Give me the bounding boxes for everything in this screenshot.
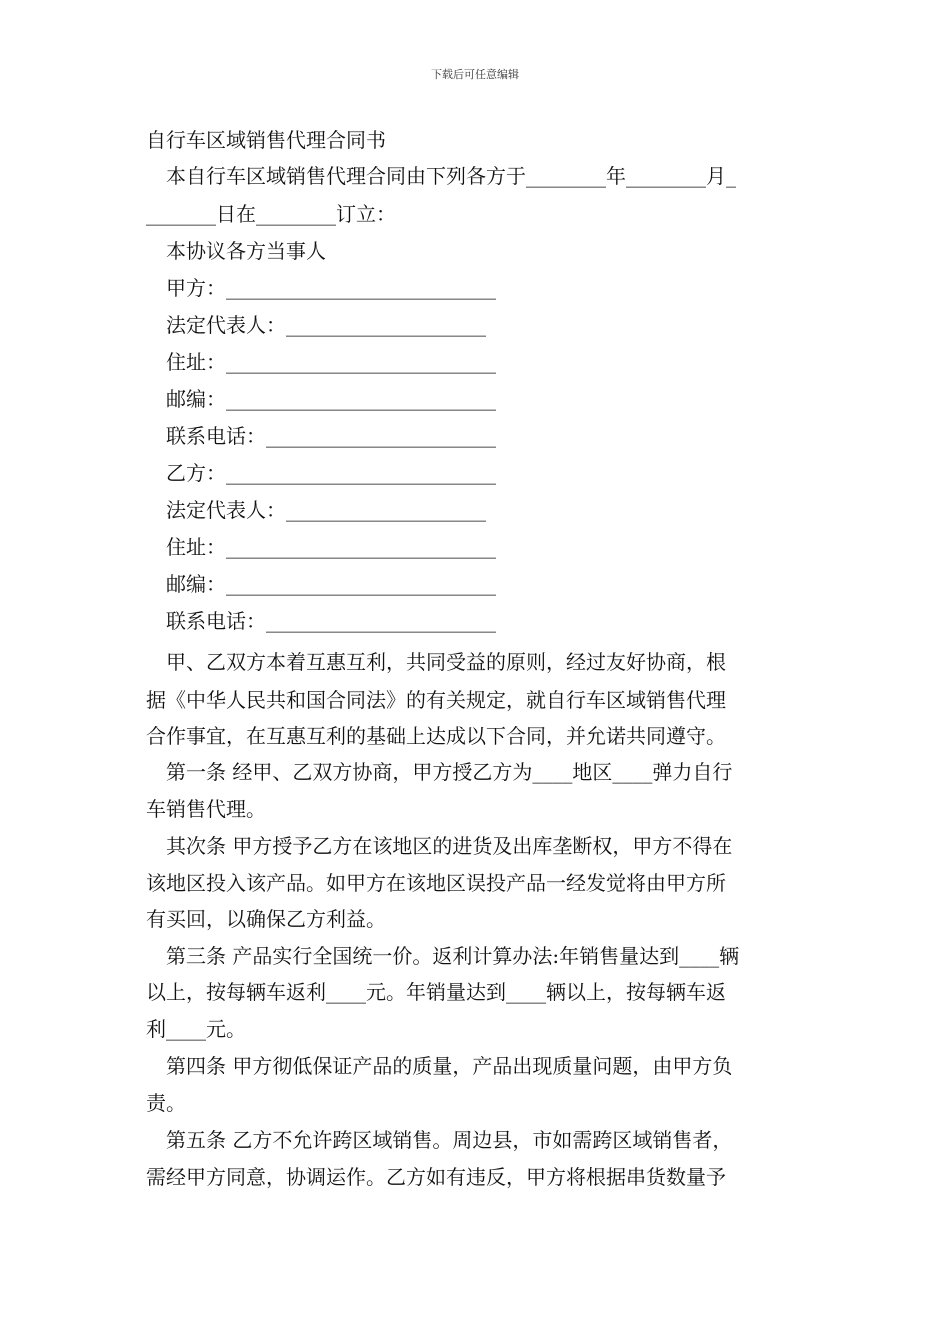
field-blank: ___________________________ <box>226 350 496 374</box>
article-3-line: 以上，按每辆车返利____元。年销量达到____辆以上，按每辆车返 <box>146 980 726 1004</box>
paragraph-line: 据《中华人民共和国合同法》的有关规定，就自行车区域销售代理 <box>146 688 726 712</box>
field-label: 邮编： <box>166 387 226 411</box>
article-1-line: 第一条 经甲、乙双方协商，甲方授乙方为____地区____弹力自行 <box>166 760 733 784</box>
article-4-line: 第四条 甲方彻低保证产品的质量，产品出现质量问题，由甲方负 <box>166 1054 733 1078</box>
article-3-line: 利____元。 <box>146 1017 246 1041</box>
article-2-line: 该地区投入该产品。如甲方在该地区误投产品一经发觉将由甲方所 <box>146 871 726 895</box>
header-note: 下载后可任意编辑 <box>431 68 519 81</box>
article-5-line: 第五条 乙方不允许跨区域销售。周边县，市如需跨区域销售者， <box>166 1128 733 1152</box>
party-a-address-field <box>166 346 496 375</box>
document-title: 自行车区域销售代理合同书 <box>146 128 386 152</box>
field-label: 住址： <box>166 350 226 374</box>
article-2-line: 其次条 甲方授予乙方在该地区的进货及出库垄断权，甲方不得在 <box>166 834 733 858</box>
field-blank: _______________________ <box>266 424 496 448</box>
field-label: 联系电话： <box>166 424 266 448</box>
field-label: 住址： <box>166 535 226 559</box>
field-blank: ____________________ <box>286 498 486 522</box>
article-2-line: 有买回，以确保乙方利益。 <box>146 907 386 931</box>
field-blank: ___________________________ <box>226 461 496 485</box>
field-blank: ___________________________ <box>226 535 496 559</box>
party-b-legal-rep-field <box>166 494 486 523</box>
party-b-postcode-field <box>166 568 496 597</box>
party-a-phone-field <box>166 420 496 449</box>
article-4-line: 责。 <box>146 1091 186 1115</box>
party-a-field <box>166 272 496 301</box>
party-a-postcode-field <box>166 383 496 412</box>
field-label: 乙方： <box>166 461 226 485</box>
party-b-phone-field <box>166 605 496 634</box>
field-blank: ___________________________ <box>226 387 496 411</box>
field-blank: ___________________________ <box>226 572 496 596</box>
field-label: 联系电话： <box>166 609 266 633</box>
parties-heading: 本协议各方当事人 <box>166 239 326 263</box>
paragraph-line: 甲、乙双方本着互惠互利，共同受益的原则，经过友好协商，根 <box>166 650 726 674</box>
field-label: 邮编： <box>166 572 226 596</box>
field-blank: ____________________ <box>286 313 486 337</box>
intro-line-1: 本自行车区域销售代理合同由下列各方于________年________月_ <box>166 164 736 188</box>
party-b-address-field <box>166 531 496 560</box>
paragraph-line: 合作事宜，在互惠互利的基础上达成以下合同，并允诺共同遵守。 <box>146 724 726 748</box>
article-1-line: 车销售代理。 <box>146 797 266 821</box>
field-blank: ___________________________ <box>226 276 496 300</box>
field-label: 甲方： <box>166 276 226 300</box>
field-label: 法定代表人： <box>166 498 286 522</box>
intro-line-2: _______日在________订立： <box>146 202 396 226</box>
field-blank: _______________________ <box>266 609 496 633</box>
article-5-line: 需经甲方同意，协调运作。乙方如有违反，甲方将根据串货数量予 <box>146 1165 726 1189</box>
field-label: 法定代表人： <box>166 313 286 337</box>
party-b-field <box>166 457 496 486</box>
party-a-legal-rep-field <box>166 309 486 338</box>
article-3-line: 第三条 产品实行全国统一价。返利计算办法:年销售量达到____辆 <box>166 944 740 968</box>
